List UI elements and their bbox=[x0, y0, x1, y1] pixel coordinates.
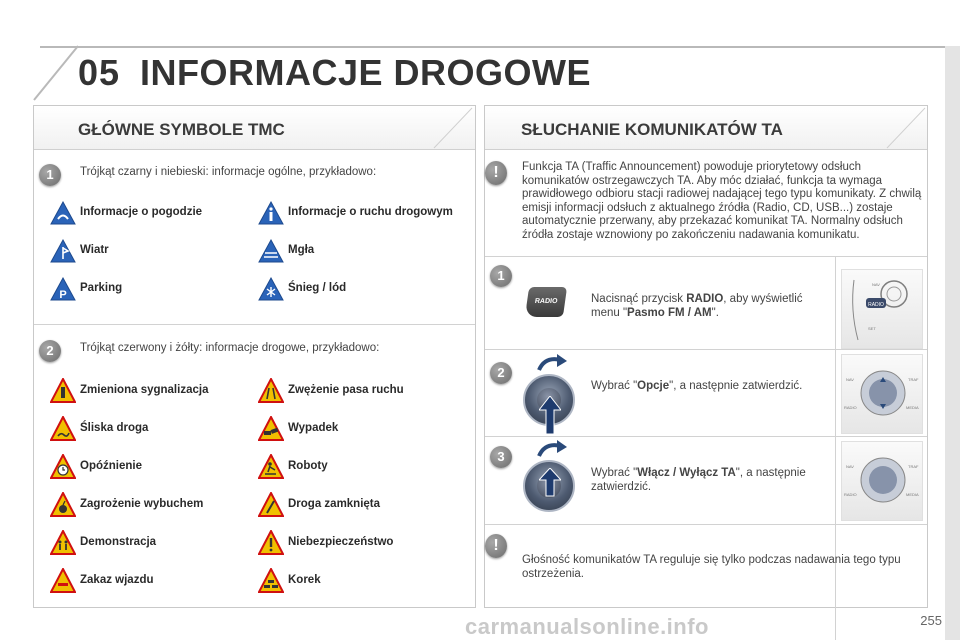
right-margin-bar bbox=[945, 46, 960, 640]
radio-button-image: RADIO bbox=[525, 287, 567, 317]
section-divider bbox=[34, 324, 475, 325]
symbol-item bbox=[50, 378, 209, 409]
demonstration-icon bbox=[50, 530, 76, 556]
parking-icon bbox=[50, 277, 76, 301]
snowflake-icon bbox=[258, 277, 284, 301]
section-divider bbox=[485, 256, 927, 257]
rotate-arrow-icon bbox=[535, 438, 569, 460]
chapter-number: 05 bbox=[78, 52, 121, 93]
symbol-label: Roboty bbox=[288, 460, 328, 472]
section1-description: Trójkąt czarny i niebieski: informacje ogólne, przykładowo: bbox=[80, 166, 377, 178]
symbol-label: Mgła bbox=[288, 244, 315, 256]
symbol-label: Śliska droga bbox=[80, 422, 149, 434]
press-arrow-icon bbox=[539, 468, 561, 498]
explosion-icon bbox=[50, 492, 76, 518]
symbol-label: Informacje o ruchu drogowym bbox=[288, 206, 453, 218]
symbol-item bbox=[50, 277, 123, 306]
step-number-badge: 1 bbox=[490, 265, 512, 287]
wind-icon bbox=[50, 239, 76, 263]
symbol-item bbox=[50, 454, 142, 485]
watermark: carmanualsonline.info bbox=[465, 614, 709, 639]
section-divider bbox=[485, 349, 927, 350]
symbol-label: Zagrożenie wybuchem bbox=[80, 498, 204, 510]
panel-title: GŁÓWNE SYMBOLE TMC bbox=[78, 120, 285, 139]
step1-instruction: Nacisnąć przycisk RADIO, aby wyświetlić menu "Pasmo FM / AM". bbox=[591, 293, 803, 319]
symbol-label: Śnieg / lód bbox=[288, 282, 347, 294]
knob-device-icon bbox=[842, 355, 924, 435]
symbol-label: Opóźnienie bbox=[80, 460, 142, 472]
slippery-road-icon bbox=[50, 416, 76, 442]
panel-title: SŁUCHANIE KOMUNIKATÓW TA bbox=[521, 120, 783, 139]
symbol-item bbox=[258, 378, 404, 409]
svg-text:NAV: NAV bbox=[846, 464, 854, 469]
symbol-item bbox=[50, 416, 149, 447]
symbol-label: Zakaz wjazdu bbox=[80, 574, 154, 586]
tmc-symbols-panel bbox=[33, 105, 476, 608]
step-number-badge: 2 bbox=[39, 340, 61, 362]
symbol-item bbox=[50, 530, 157, 561]
weather-icon bbox=[50, 201, 76, 225]
step-number-badge: 3 bbox=[490, 446, 512, 468]
info-icon bbox=[258, 201, 284, 225]
warning-icon: ! bbox=[485, 161, 507, 185]
ta-announcements-panel bbox=[484, 105, 928, 608]
symbol-item bbox=[50, 201, 203, 230]
traffic-light-icon bbox=[50, 378, 76, 404]
symbol-label: Niebezpieczeństwo bbox=[288, 536, 394, 548]
ta-intro-text: Funkcja TA (Traffic Announcement) powoduje priorytetowy odsłuch komunikatów ostrzegawczych TA. Aby móc działać, funkcja ta wymaga prawidłowego odbioru stacji radiowej nadającej tego typu komunikaty. Z chwilą emisji informacji odsłuch z aktualnego źródła (Radio, CD, USB...) zostaje automatycznie przerwany, aby przekazać komunikat TA. Normalny odsłuch źródła zostaje wznowiony po zakończeniu nadawania komunikatu. bbox=[522, 161, 922, 241]
warning-icon: ! bbox=[485, 534, 507, 558]
symbol-label: Zmieniona sygnalizacja bbox=[80, 384, 209, 396]
symbol-label: Parking bbox=[80, 282, 123, 294]
symbol-label: Zwężenie pasa ruchu bbox=[288, 384, 404, 396]
symbol-label: Wiatr bbox=[80, 244, 109, 256]
danger-icon bbox=[258, 530, 284, 556]
svg-text:NAV: NAV bbox=[872, 282, 880, 287]
symbol-item bbox=[258, 568, 321, 599]
symbol-item bbox=[50, 568, 154, 599]
rotate-arrow-icon bbox=[535, 352, 569, 374]
device-panel-image bbox=[841, 441, 923, 521]
delay-icon bbox=[50, 454, 76, 480]
svg-text:RADIO: RADIO bbox=[844, 492, 857, 497]
panel-header-decoration bbox=[404, 106, 476, 150]
symbol-label: Droga zamknięta bbox=[288, 498, 381, 510]
no-entry-icon bbox=[50, 568, 76, 594]
step-number-badge: 1 bbox=[39, 164, 61, 186]
press-arrow-icon bbox=[539, 396, 561, 436]
step-number-badge: 2 bbox=[490, 362, 512, 384]
svg-text:NAV: NAV bbox=[846, 377, 854, 382]
section-divider bbox=[485, 436, 927, 437]
road-closed-icon bbox=[258, 492, 284, 518]
panel-header-decoration bbox=[857, 106, 929, 150]
svg-text:MEDIA: MEDIA bbox=[906, 405, 919, 410]
section2-description: Trójkąt czerwony i żółty: informacje drogowe, przykładowo: bbox=[80, 342, 380, 354]
svg-text:TRAF: TRAF bbox=[908, 464, 919, 469]
knob-device-icon bbox=[842, 442, 924, 522]
road-narrowing-icon bbox=[258, 378, 284, 404]
device-panel-image bbox=[841, 354, 923, 434]
symbol-item bbox=[258, 492, 381, 523]
page-number: 255 bbox=[920, 613, 942, 628]
column-divider bbox=[835, 256, 836, 640]
svg-text:RADIO: RADIO bbox=[844, 405, 857, 410]
chapter-title: INFORMACJE DROGOWE bbox=[140, 52, 592, 93]
radio-device-icon bbox=[842, 270, 924, 350]
symbol-item bbox=[258, 277, 347, 306]
step2-instruction: Wybrać "Opcje", a następnie zatwierdzić. bbox=[591, 380, 803, 392]
svg-text:P: P bbox=[59, 289, 67, 301]
step3-instruction: Wybrać "Włącz / Wyłącz TA", a następnie zatwierdzić. bbox=[591, 467, 806, 493]
fog-icon bbox=[258, 239, 284, 263]
symbol-item bbox=[258, 239, 315, 268]
symbol-item bbox=[258, 454, 328, 485]
symbol-item bbox=[258, 530, 394, 561]
accident-icon bbox=[258, 416, 284, 442]
roadworks-icon bbox=[258, 454, 284, 480]
symbol-item bbox=[258, 201, 453, 230]
symbol-label: Informacje o pogodzie bbox=[80, 206, 203, 218]
symbol-label: Demonstracja bbox=[80, 536, 157, 548]
section-divider bbox=[485, 524, 927, 525]
symbol-label: Wypadek bbox=[288, 422, 339, 434]
svg-text:RADIO: RADIO bbox=[868, 302, 884, 308]
device-panel-image bbox=[841, 269, 923, 349]
symbol-label: Korek bbox=[288, 574, 321, 586]
ta-volume-note: Głośność komunikatów TA reguluje się tylko podczas nadawania tego typu ostrzeżenia. bbox=[522, 554, 901, 580]
svg-text:SET: SET bbox=[868, 326, 876, 331]
svg-text:MEDIA: MEDIA bbox=[906, 492, 919, 497]
symbol-item bbox=[50, 492, 204, 523]
svg-text:TRAF: TRAF bbox=[908, 377, 919, 382]
symbol-item bbox=[50, 239, 109, 268]
traffic-jam-icon bbox=[258, 568, 284, 594]
symbol-item bbox=[258, 416, 339, 447]
header-rule bbox=[40, 46, 960, 48]
